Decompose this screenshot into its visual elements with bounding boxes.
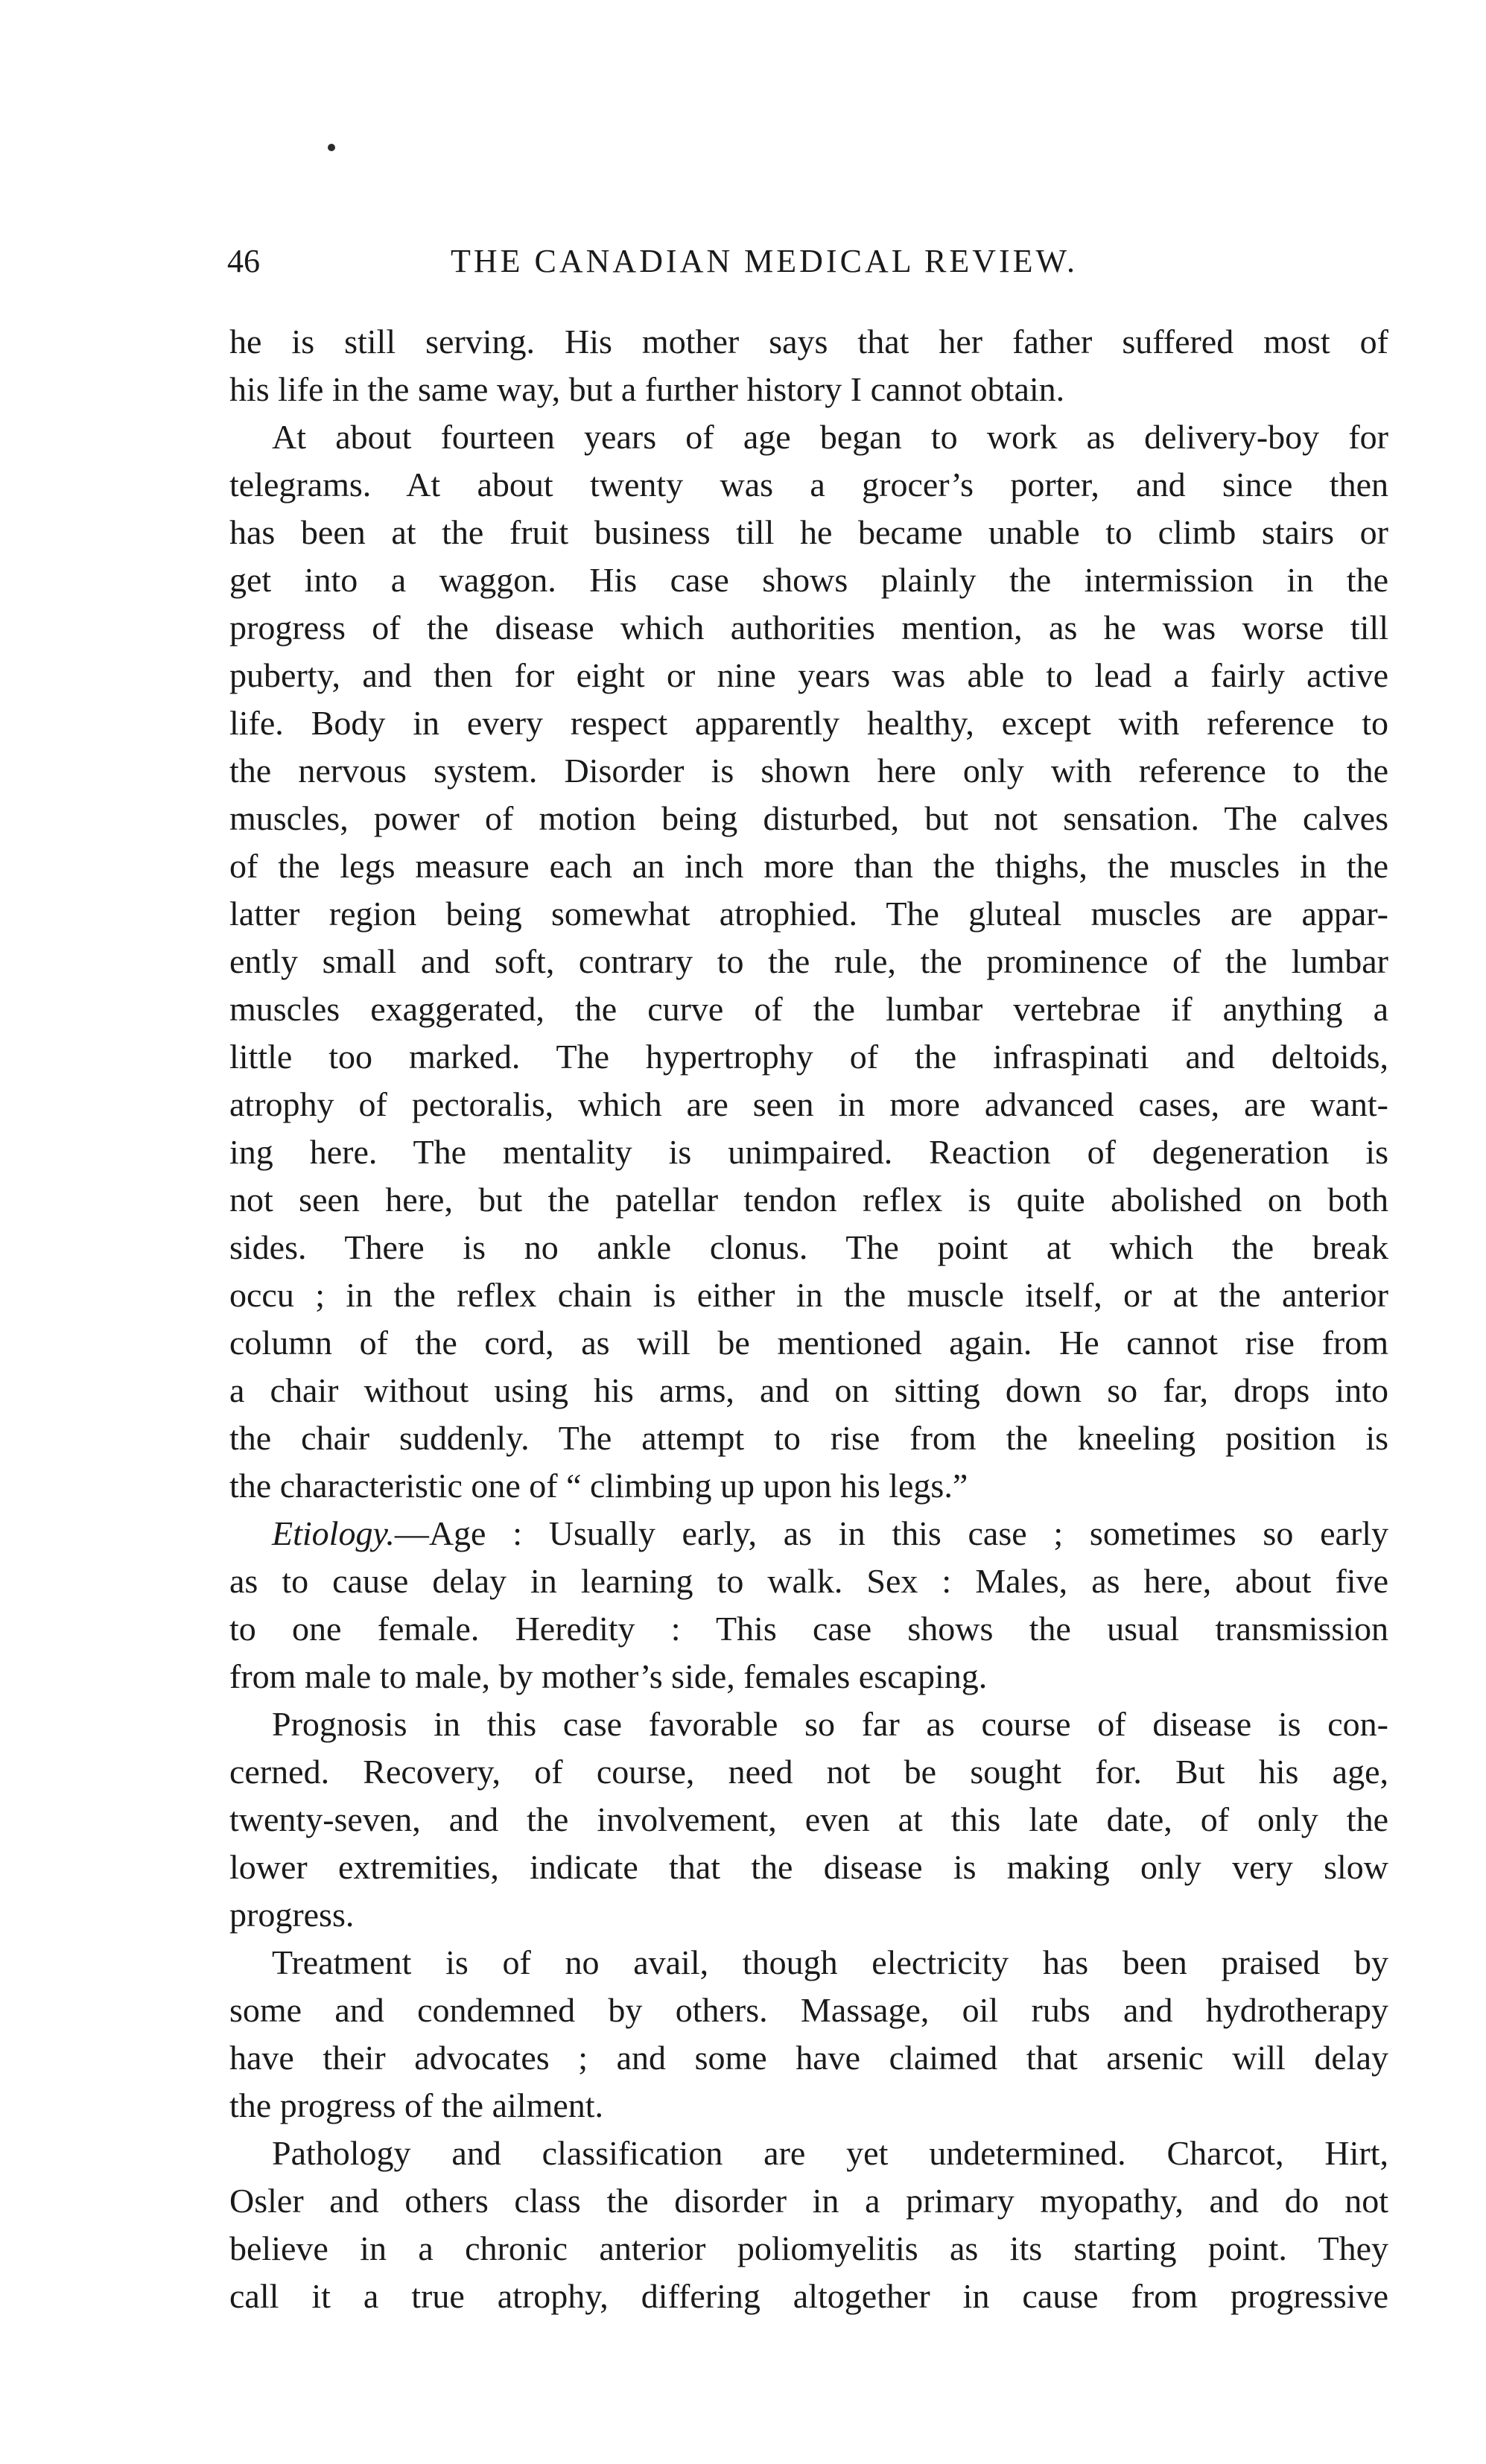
text-line: cerned. Recovery, of course, need not be sought for. But his age, [229, 1753, 1388, 1791]
text-line: life. Body in every respect apparently healthy, except with reference to [229, 704, 1388, 742]
text-line: muscles, power of motion being disturbed, but not sensation. The calves [229, 799, 1388, 837]
text-line-etiology [229, 1510, 1388, 1558]
text-line: twenty-seven, and the involvement, even at this late date, of only the [229, 1800, 1388, 1838]
text-line: Treatment is of no avail, though electricity has been praised by [272, 1943, 1388, 1981]
etiology-heading: Etiology. [272, 1514, 395, 1552]
running-head [227, 242, 1400, 294]
text-line: atrophy of pectoralis, which are seen in more advanced cases, are want- [229, 1085, 1388, 1123]
text-line: get into a waggon. His case shows plainly the intermission in the [229, 561, 1388, 599]
text-line: the progress of the ailment. [229, 2086, 604, 2124]
text-line: muscles exaggerated, the curve of the lumbar vertebrae if anything a [229, 990, 1388, 1028]
text-line: At about fourteen years of age began to work as delivery-boy for [272, 418, 1388, 456]
text-line: column of the cord, as will be mentioned again. He cannot rise from [229, 1324, 1388, 1362]
text-line: the characteristic one of “ climbing up upon his legs.” [229, 1467, 968, 1505]
text-line: Pathology and classification are yet undetermined. Charcot, Hirt, [272, 2134, 1388, 2172]
text-line: he is still serving. His mother says that her father suffered most of [229, 323, 1388, 361]
text-line: call it a true atrophy, differing altogether in cause from progressive [229, 2277, 1388, 2315]
text-line: a chair without using his arms, and on sitting down so far, drops into [229, 1371, 1388, 1409]
journal-title: THE CANADIAN MEDICAL REVIEW. [451, 243, 1078, 279]
text-line: have their advocates ; and some have claimed that arsenic will delay [229, 2039, 1388, 2077]
text-line: believe in a chronic anterior poliomyelitis as its starting point. They [229, 2229, 1388, 2267]
page-number: 46 [227, 243, 260, 279]
text-line: the chair suddenly. The attempt to rise from the kneeling position is [229, 1419, 1388, 1457]
text-line: ently small and soft, contrary to the rule, the prominence of the lumbar [229, 942, 1388, 980]
text-line: not seen here, but the patellar tendon reflex is quite abolished on both [229, 1181, 1388, 1219]
text-line: latter region being somewhat atrophied. The gluteal muscles are appar- [229, 895, 1388, 933]
text-line: as to cause delay in learning to walk. Sex : Males, as here, about five [229, 1562, 1388, 1600]
text-line: little too marked. The hypertrophy of the infraspinati and deltoids, [229, 1038, 1388, 1076]
text-line: puberty, and then for eight or nine years was able to lead a fairly active [229, 656, 1388, 694]
text-line: his life in the same way, but a further history I cannot obtain. [229, 370, 1065, 408]
text-line: has been at the fruit business till he became unable to climb stairs or [229, 513, 1388, 551]
body-text [229, 318, 1388, 2320]
text-line: the nervous system. Disorder is shown here only with reference to the [229, 752, 1388, 790]
text-line: progress of the disease which authorities mention, as he was worse till [229, 609, 1388, 647]
text-line: progress. [229, 1896, 355, 1934]
text-line: telegrams. At about twenty was a grocer’s porter, and since then [229, 466, 1388, 504]
text-line: of the legs measure each an inch more than the thighs, the muscles in the [229, 847, 1388, 885]
text-line: Osler and others class the disorder in a primary myopathy, and do not [229, 2182, 1388, 2220]
text-line: Prognosis in this case favorable so far as course of disease is con- [272, 1705, 1388, 1743]
ink-speck [328, 144, 335, 151]
text-line: from male to male, by mother’s side, females escaping. [229, 1657, 988, 1695]
text-line: occu ; in the reflex chain is either in the muscle itself, or at the anterior [229, 1276, 1388, 1314]
text-line: ing here. The mentality is unimpaired. Reaction of degeneration is [229, 1133, 1388, 1171]
text-line: some and condemned by others. Massage, oil rubs and hydrotherapy [229, 1991, 1388, 2029]
text-line: to one female. Heredity : This case shows the usual transmission [229, 1610, 1388, 1648]
text-line: sides. There is no ankle clonus. The point at which the break [229, 1228, 1388, 1266]
text-line: lower extremities, indicate that the disease is making only very slow [229, 1848, 1388, 1886]
etiology-text: —Age : Usually early, as in this case ; sometimes so early [394, 1514, 1388, 1552]
